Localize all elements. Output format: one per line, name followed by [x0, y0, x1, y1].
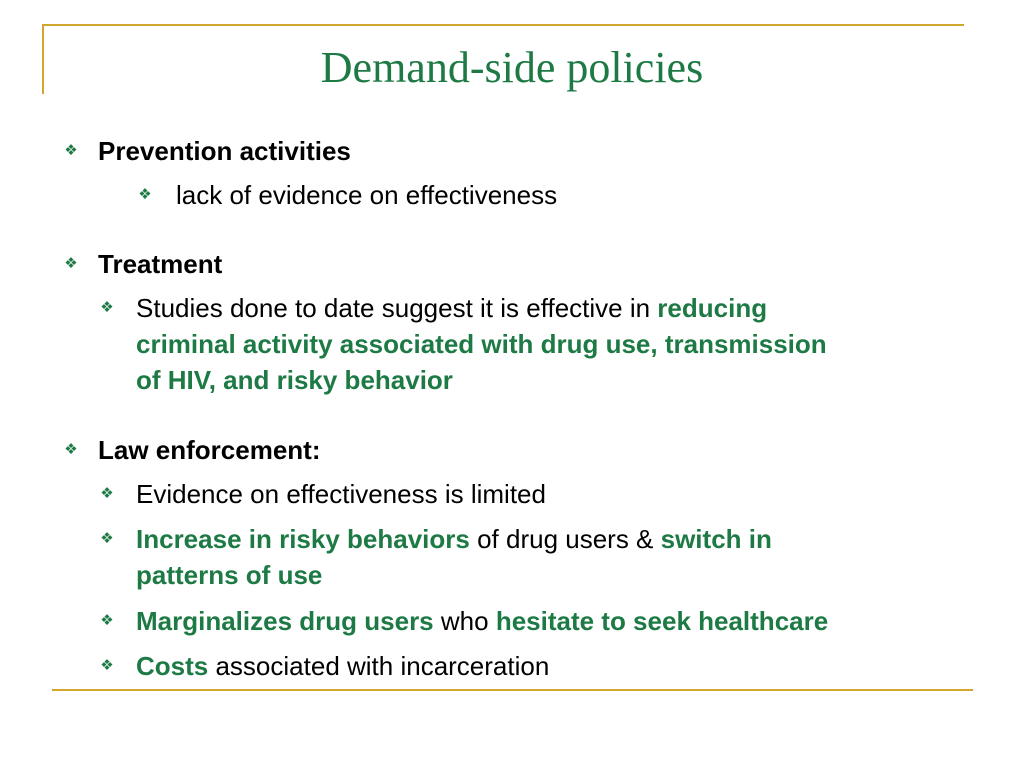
law-point-4-highlight: Costs: [136, 651, 209, 681]
diamond-bullet-icon: ❖: [138, 186, 152, 203]
law-point-3: [136, 603, 966, 639]
treatment-highlight-1: reducing: [657, 293, 768, 323]
diamond-bullet-icon: ❖: [100, 485, 114, 502]
slide-title: Demand-side policies: [320, 43, 704, 92]
prevention-point: lack of evidence on effectiveness: [176, 180, 558, 210]
law-point-2-highlight-3: patterns of use: [136, 560, 323, 590]
treatment-point: [136, 290, 966, 398]
bullet-treatment: [64, 251, 222, 277]
bullet-law-point-4: [100, 648, 966, 684]
diamond-bullet-icon: ❖: [100, 657, 114, 674]
heading-prevention: Prevention activities: [98, 136, 351, 166]
bullet-law-enforcement: [64, 437, 321, 463]
diamond-bullet-icon: ❖: [64, 441, 78, 458]
frame-top-line: [42, 24, 964, 26]
bullet-prevention-point: [138, 177, 1006, 213]
law-point-1: Evidence on effectiveness is limited: [136, 479, 546, 509]
law-point-2: [136, 521, 966, 593]
heading-treatment: Treatment: [98, 249, 223, 279]
treatment-highlight-3: of HIV, and risky behavior: [136, 365, 453, 395]
diamond-bullet-icon: ❖: [64, 142, 78, 159]
bullet-treatment-point: [100, 290, 966, 398]
law-point-3-highlight-1: Marginalizes drug users: [136, 606, 434, 636]
diamond-bullet-icon: ❖: [100, 299, 114, 316]
heading-law-enforcement: Law enforcement:: [98, 435, 321, 465]
diamond-bullet-icon: ❖: [64, 255, 78, 272]
law-point-2-highlight-1: Increase in risky behaviors: [136, 524, 470, 554]
frame-bottom-line: [52, 689, 973, 691]
diamond-bullet-icon: ❖: [100, 530, 114, 547]
law-point-4: [136, 648, 966, 684]
bullet-prevention: [64, 138, 351, 164]
law-point-3-highlight-2: hesitate to seek healthcare: [495, 606, 829, 636]
law-point-2-highlight-2: switch in: [660, 524, 772, 554]
diamond-bullet-icon: ❖: [100, 612, 114, 629]
law-point-2-text: of drug users &: [469, 524, 661, 554]
bullet-law-point-2: [100, 521, 966, 593]
bullet-law-point-3: [100, 603, 966, 639]
law-point-3-text: who: [433, 606, 496, 636]
bullet-law-point-1: [100, 476, 966, 512]
treatment-point-text: Studies done to date suggest it is effective in: [136, 293, 658, 323]
law-point-4-text: associated with incarceration: [208, 651, 550, 681]
treatment-highlight-2: criminal activity associated with drug use, transmission: [136, 329, 827, 359]
